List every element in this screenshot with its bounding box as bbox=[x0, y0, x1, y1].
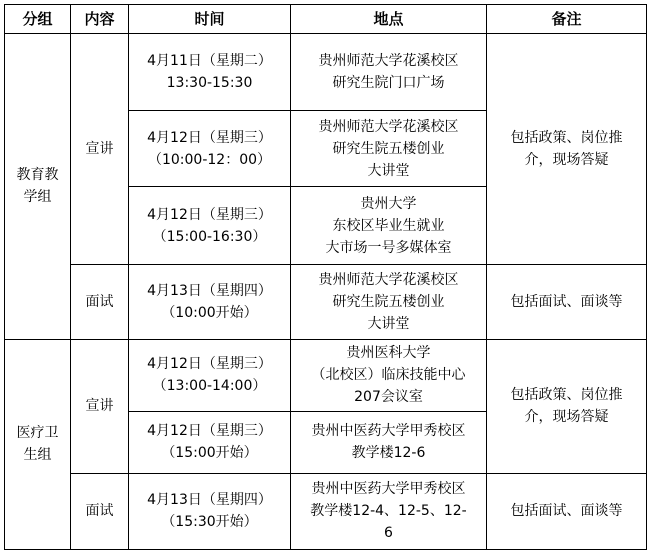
time-cell: 4月11日（星期二） 13:30-15:30 bbox=[129, 34, 291, 111]
place-cell: 贵州中医药大学甲秀校区 教学楼12-4、12-5、12- 6 bbox=[291, 473, 487, 549]
content-cell: 宣讲 bbox=[71, 34, 129, 265]
time-cell: 4月13日（星期四） （15:30开始） bbox=[129, 473, 291, 549]
note-cell: 包括面试、面谈等 bbox=[487, 265, 647, 339]
group-cell: 教育教 学组 bbox=[5, 34, 71, 340]
place-cell: 贵州医科大学 （北校区）临床技能中心 207会议室 bbox=[291, 339, 487, 411]
header-row bbox=[5, 5, 647, 34]
header-time: 时间 bbox=[129, 5, 291, 34]
content-cell: 面试 bbox=[71, 473, 129, 549]
note-cell: 包括面试、面谈等 bbox=[487, 473, 647, 549]
place-cell: 贵州师范大学花溪校区 研究生院五楼创业 大讲堂 bbox=[291, 111, 487, 187]
time-cell: 4月12日（星期三） （10:00-12：00） bbox=[129, 111, 291, 187]
time-cell: 4月13日（星期四） （10:00开始） bbox=[129, 265, 291, 339]
time-cell: 4月12日（星期三） （13:00-14:00） bbox=[129, 339, 291, 411]
place-cell: 贵州师范大学花溪校区 研究生院五楼创业 大讲堂 bbox=[291, 265, 487, 339]
header-group: 分组 bbox=[5, 5, 71, 34]
table-row bbox=[5, 339, 647, 411]
table-row bbox=[5, 34, 647, 111]
table-row bbox=[5, 265, 647, 339]
content-cell: 宣讲 bbox=[71, 339, 129, 473]
table-row bbox=[5, 473, 647, 549]
time-cell: 4月12日（星期三） （15:00-16:30） bbox=[129, 187, 291, 265]
note-cell: 包括政策、岗位推 介，现场答疑 bbox=[487, 339, 647, 473]
header-content: 内容 bbox=[71, 5, 129, 34]
header-note: 备注 bbox=[487, 5, 647, 34]
content-cell: 面试 bbox=[71, 265, 129, 339]
group-cell: 医疗卫 生组 bbox=[5, 339, 71, 549]
note-cell: 包括政策、岗位推 介，现场答疑 bbox=[487, 34, 647, 265]
place-cell: 贵州大学 东校区毕业生就业 大市场一号多媒体室 bbox=[291, 187, 487, 265]
schedule-table bbox=[4, 4, 647, 550]
time-cell: 4月12日（星期三） （15:00开始） bbox=[129, 411, 291, 473]
place-cell: 贵州中医药大学甲秀校区 教学楼12-6 bbox=[291, 411, 487, 473]
place-cell: 贵州师范大学花溪校区 研究生院门口广场 bbox=[291, 34, 487, 111]
header-place: 地点 bbox=[291, 5, 487, 34]
